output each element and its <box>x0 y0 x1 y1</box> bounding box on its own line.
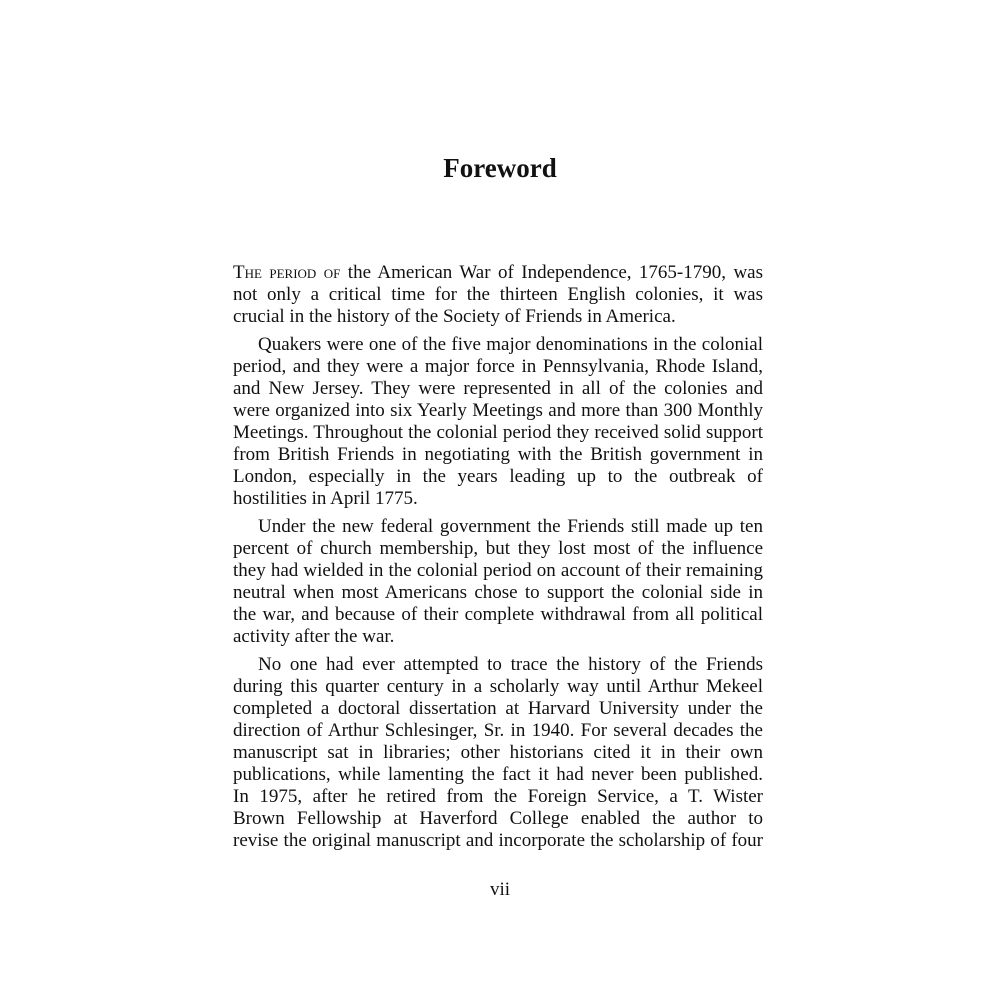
text-line: In 1975, after he retired from the Foreign Service, a T. Wister <box>233 786 763 807</box>
text-line: they had wielded in the colonial period on account of their remaining <box>233 560 763 581</box>
text-line: during this quarter century in a scholarly way until Arthur Mekeel <box>233 676 763 697</box>
text-line: London, especially in the years leading up to the outbreak of <box>233 466 763 487</box>
text-line: neutral when most Americans chose to support the colonial side in <box>233 582 763 603</box>
text-run: the American War of Independence, 1765-1790, was <box>340 262 763 283</box>
text-line: hostilities in April 1775. <box>233 488 418 509</box>
text-line: activity after the war. <box>233 626 395 647</box>
small-caps-lead: The period of <box>233 262 341 283</box>
text-line <box>233 262 763 284</box>
paragraph <box>233 334 763 510</box>
text-line: the war, and because of their complete withdrawal from all political <box>233 604 763 625</box>
text-line: No one had ever attempted to trace the history of the Friends <box>258 654 763 675</box>
text-line: and New Jersey. They were represented in all of the colonies and <box>233 378 763 399</box>
text-line: Brown Fellowship at Haverford College enabled the author to <box>233 808 763 829</box>
text-line: not only a critical time for the thirteen English colonies, it was <box>233 284 763 305</box>
text-line: publications, while lamenting the fact it had never been published. <box>233 764 763 785</box>
paragraph <box>233 654 763 852</box>
text-line: direction of Arthur Schlesinger, Sr. in 1940. For several decades the <box>233 720 763 741</box>
text-line: revise the original manuscript and incorporate the scholarship of four <box>233 830 763 851</box>
text-line: Meetings. Throughout the colonial period they received solid support <box>233 422 763 443</box>
text-line: percent of church membership, but they lost most of the influence <box>233 538 763 559</box>
paragraph <box>233 262 763 328</box>
page-number: vii <box>489 879 511 900</box>
text-line: completed a doctoral dissertation at Harvard University under the <box>233 698 763 719</box>
text-line: from British Friends in negotiating with the British government in <box>233 444 763 465</box>
paragraph <box>233 516 763 648</box>
text-line: manuscript sat in libraries; other historians cited it in their own <box>233 742 763 763</box>
text-line: Under the new federal government the Friends still made up ten <box>258 516 763 537</box>
text-line: period, and they were a major force in Pennsylvania, Rhode Island, <box>233 356 763 377</box>
foreword-body <box>233 262 763 858</box>
text-line: crucial in the history of the Society of Friends in America. <box>233 306 676 327</box>
page-title: Foreword <box>443 153 557 183</box>
text-line: Quakers were one of the five major denominations in the colonial <box>258 334 763 355</box>
text-line: were organized into six Yearly Meetings and more than 300 Monthly <box>233 400 763 421</box>
